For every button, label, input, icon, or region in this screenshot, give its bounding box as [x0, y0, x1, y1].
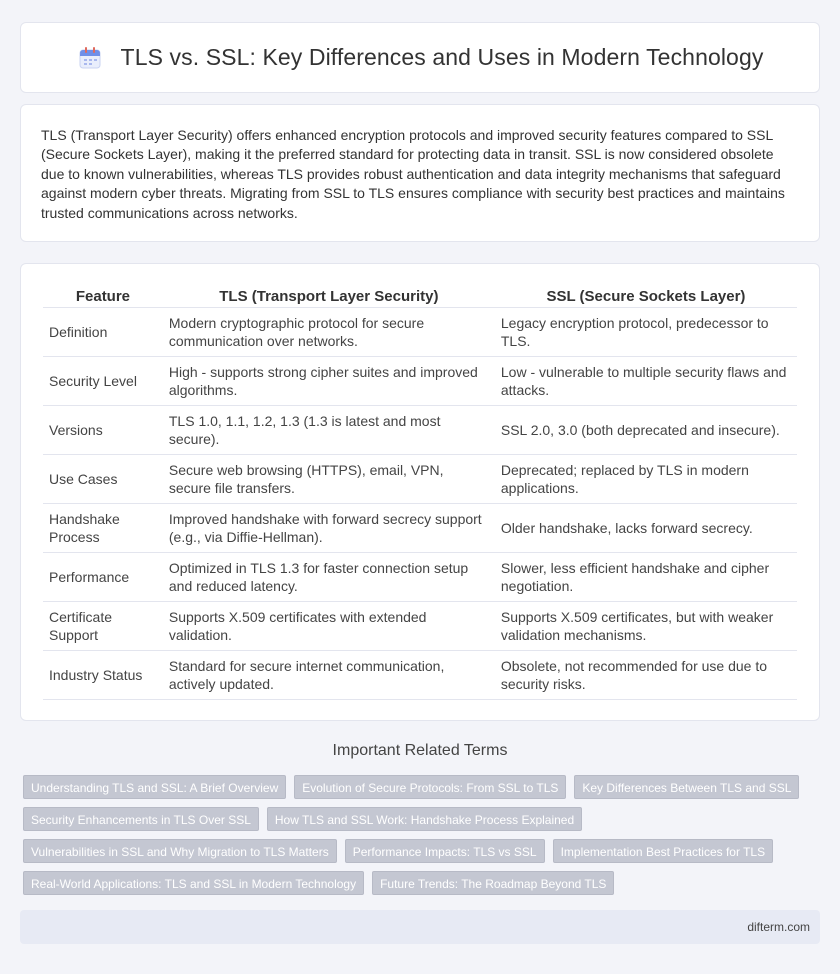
header-tls: TLS (Transport Layer Security) — [163, 286, 495, 308]
comparison-table-card — [20, 263, 820, 721]
ssl-cell: Older handshake, lacks forward secrecy. — [495, 504, 797, 553]
tls-cell: Modern cryptographic protocol for secure communication over networks. — [163, 308, 495, 357]
feature-cell: Definition — [43, 308, 163, 357]
ssl-cell: SSL 2.0, 3.0 (both deprecated and insecure). — [495, 406, 797, 455]
table-row — [43, 455, 797, 504]
ssl-cell: Low - vulnerable to multiple security flaws and attacks. — [495, 357, 797, 406]
feature-cell: Performance — [43, 553, 163, 602]
table-row — [43, 406, 797, 455]
feature-cell: Security Level — [43, 357, 163, 406]
ssl-cell: Supports X.509 certificates, but with weaker validation mechanisms. — [495, 602, 797, 651]
related-term-tag[interactable]: Performance Impacts: TLS vs SSL — [345, 839, 545, 863]
table-row — [43, 553, 797, 602]
tls-cell: Improved handshake with forward secrecy support (e.g., via Diffie-Hellman). — [163, 504, 495, 553]
related-term-tag[interactable]: Understanding TLS and SSL: A Brief Overview — [23, 775, 286, 799]
tls-cell: TLS 1.0, 1.1, 1.2, 1.3 (1.3 is latest and most secure). — [163, 406, 495, 455]
tls-cell: Optimized in TLS 1.3 for faster connection setup and reduced latency. — [163, 553, 495, 602]
feature-cell: Versions — [43, 406, 163, 455]
table-row — [43, 602, 797, 651]
related-term-tag[interactable]: Evolution of Secure Protocols: From SSL to TLS — [294, 775, 566, 799]
related-terms-list — [23, 775, 823, 895]
intro-text: TLS (Transport Layer Security) offers enhanced encryption protocols and improved security features compared to SSL (Secure Sockets Layer), making it the preferred standard for protecting data in transit. SSL is now considered obsolete due to known vulnerabilities, whereas TLS provides robust authentication and data integrity mechanisms that safeguard against modern cyber threats. Migrating from SSL to TLS ensures compliance with security best practices and maintains trusted communications across networks. — [41, 127, 785, 221]
feature-cell: Certificate Support — [43, 602, 163, 651]
footer — [20, 910, 820, 944]
intro-card — [20, 104, 820, 242]
tls-cell: Standard for secure internet communication, actively updated. — [163, 651, 495, 700]
table-row — [43, 504, 797, 553]
related-terms-heading: Important Related Terms — [332, 742, 508, 759]
ssl-cell: Obsolete, not recommended for use due to security risks. — [495, 651, 797, 700]
calendar-icon — [77, 45, 103, 71]
related-term-tag[interactable]: Real-World Applications: TLS and SSL in Modern Technology — [23, 871, 364, 895]
related-term-tag[interactable]: Implementation Best Practices for TLS — [553, 839, 774, 863]
page-header — [20, 22, 820, 93]
related-term-tag[interactable]: How TLS and SSL Work: Handshake Process Explained — [267, 807, 582, 831]
site-name[interactable]: difterm.com — [747, 920, 810, 934]
tls-cell: Secure web browsing (HTTPS), email, VPN, secure file transfers. — [163, 455, 495, 504]
tls-cell: Supports X.509 certificates with extended validation. — [163, 602, 495, 651]
header-ssl: SSL (Secure Sockets Layer) — [495, 286, 797, 308]
related-term-tag[interactable]: Vulnerabilities in SSL and Why Migration to TLS Matters — [23, 839, 337, 863]
page-title: TLS vs. SSL: Key Differences and Uses in Modern Technology — [120, 44, 764, 70]
header-feature: Feature — [43, 286, 163, 308]
related-term-tag[interactable]: Key Differences Between TLS and SSL — [574, 775, 799, 799]
ssl-cell: Deprecated; replaced by TLS in modern applications. — [495, 455, 797, 504]
ssl-cell: Legacy encryption protocol, predecessor to TLS. — [495, 308, 797, 357]
related-term-tag[interactable]: Security Enhancements in TLS Over SSL — [23, 807, 259, 831]
ssl-cell: Slower, less efficient handshake and cipher negotiation. — [495, 553, 797, 602]
related-term-tag[interactable]: Future Trends: The Roadmap Beyond TLS — [372, 871, 614, 895]
table-header-row — [43, 286, 797, 308]
tls-cell: High - supports strong cipher suites and improved algorithms. — [163, 357, 495, 406]
table-row — [43, 308, 797, 357]
table-row — [43, 651, 797, 700]
feature-cell: Handshake Process — [43, 504, 163, 553]
feature-cell: Industry Status — [43, 651, 163, 700]
table-row — [43, 357, 797, 406]
feature-cell: Use Cases — [43, 455, 163, 504]
comparison-table — [43, 286, 797, 700]
